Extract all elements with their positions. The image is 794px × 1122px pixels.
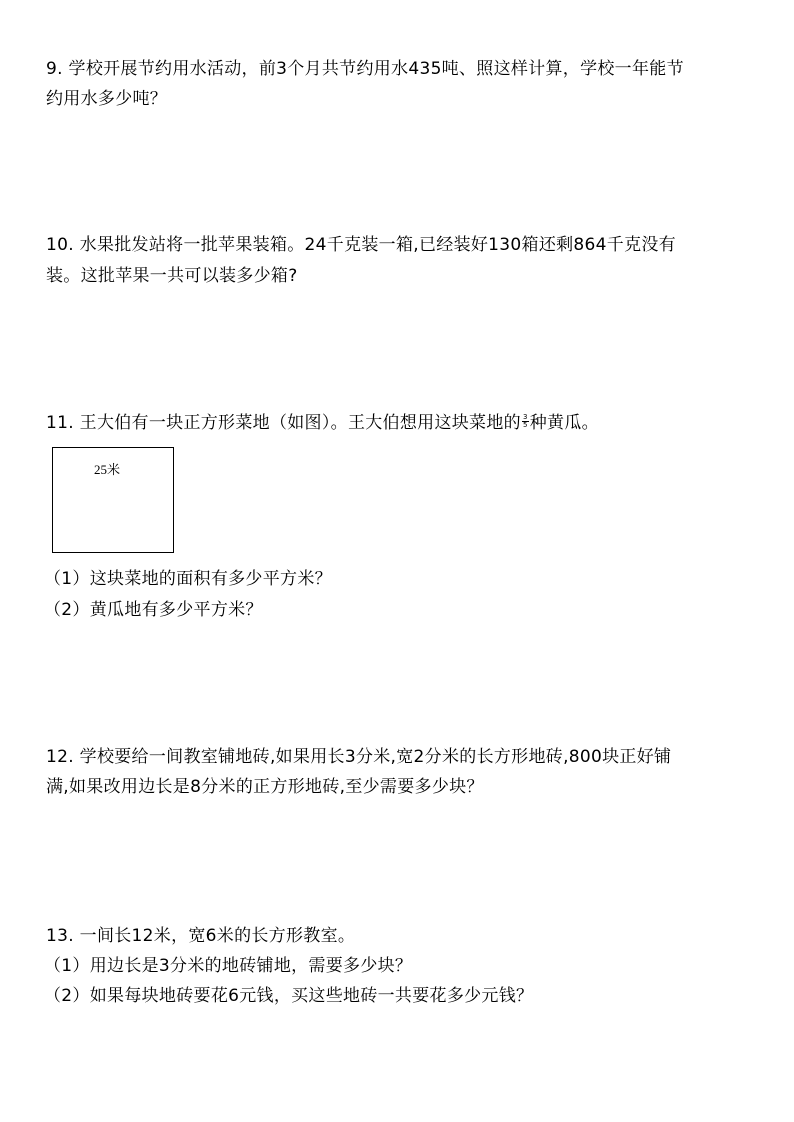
q11-text-after-fraction: 种黄瓜。 bbox=[529, 413, 599, 433]
q11-fraction-denominator: 5 bbox=[522, 420, 528, 429]
q10-line-1: 10. 水果批发站将一批苹果装箱。24千克装一箱,已经装好130箱还剩864千克没有 bbox=[46, 235, 676, 255]
q11-fraction bbox=[522, 414, 529, 429]
q11-text-before-fraction: 11. 王大伯有一块正方形菜地（如图）。王大伯想用这块菜地的 bbox=[46, 413, 521, 433]
square-plot-figure bbox=[52, 447, 174, 553]
q10-line-2: 装。这批苹果一共可以装多少箱? bbox=[46, 266, 298, 286]
q13-sub-question-1: （1）用边长是3分米的地砖铺地，需要多少块？ bbox=[44, 956, 413, 976]
q12-line-1: 12. 学校要给一间教室铺地砖,如果用长3分米,宽2分米的长方形地砖,800块正好铺 bbox=[46, 747, 672, 767]
q11-line-1 bbox=[46, 412, 599, 434]
q11-sub-question-1: （1）这块菜地的面积有多少平方米？ bbox=[44, 569, 332, 589]
q11-fraction-numerator: 3 bbox=[522, 412, 528, 421]
q13-sub-question-2: （2）如果每块地砖要花6元钱，买这些地砖一共要花多少元钱？ bbox=[44, 986, 534, 1006]
q9-line-2: 约用水多少吨？ bbox=[46, 89, 168, 109]
square-side-label: 25米 bbox=[94, 462, 121, 477]
q11-sub-question-2: （2）黄瓜地有多少平方米？ bbox=[44, 600, 263, 620]
q13-line-1: 13. 一间长12米，宽6米的长方形教室。 bbox=[46, 926, 356, 946]
q12-line-2: 满,如果改用边长是8分米的正方形地砖,至少需要多少块？ bbox=[46, 777, 484, 797]
q9-line-1: 9. 学校开展节约用水活动，前3个月共节约用水435吨、照这样计算，学校一年能节 bbox=[46, 59, 684, 79]
